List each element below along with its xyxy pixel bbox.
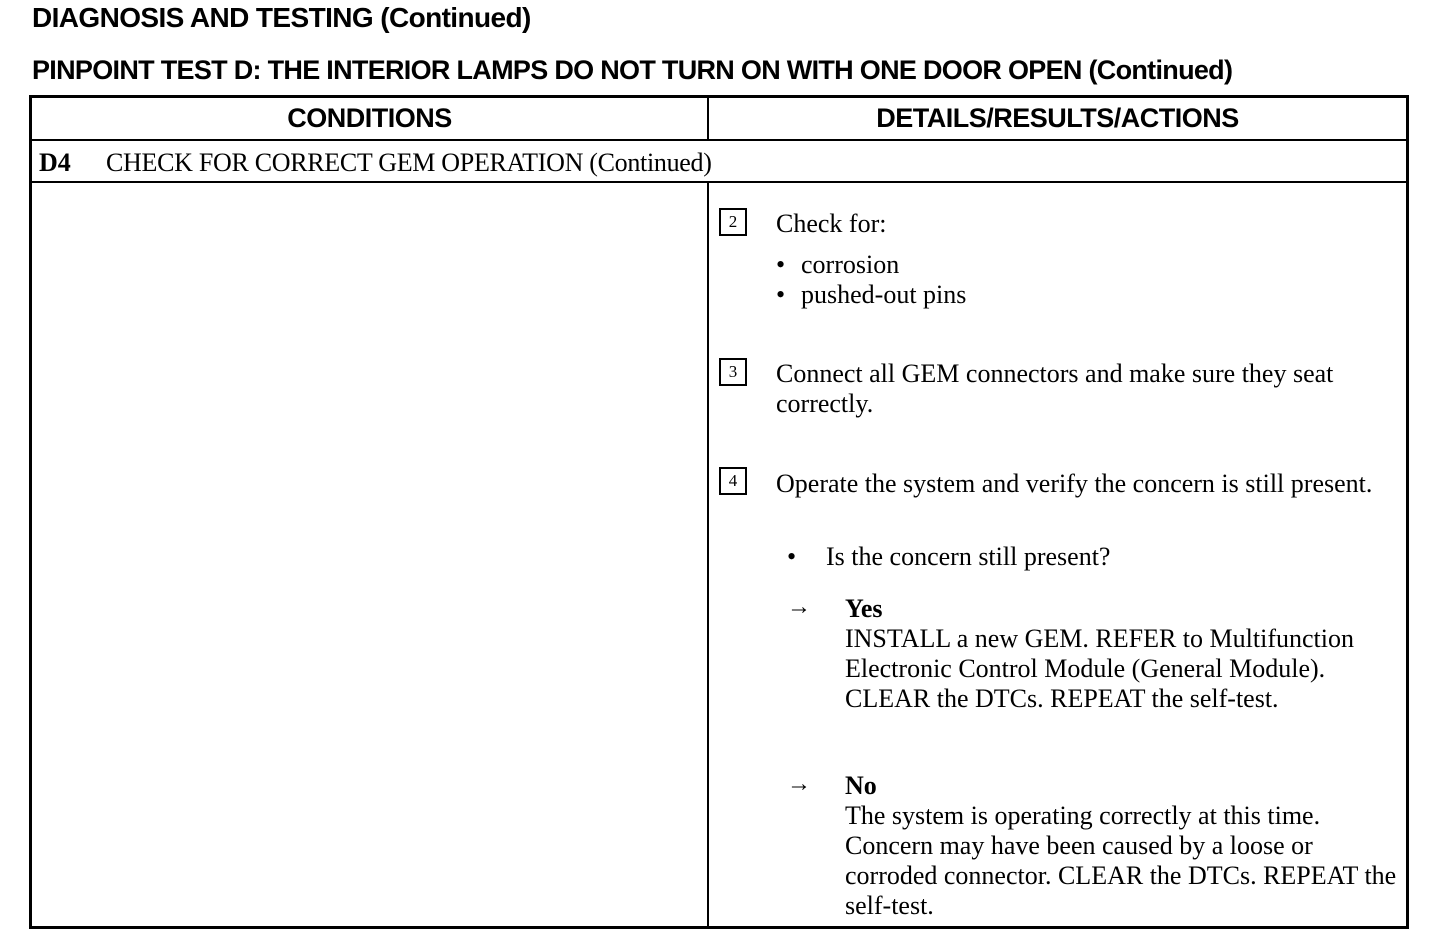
- details-header: DETAILS/RESULTS/ACTIONS: [876, 103, 1239, 133]
- conditions-header: CONDITIONS: [287, 103, 452, 133]
- arrow-right-icon: →: [787, 594, 811, 620]
- question: • Is the concern still present?: [787, 542, 1111, 571]
- answer-text: The system is operating correctly at this time. Concern may have been caused by a loose or corroded connector. CLEAR the DTCs. REPEAT the self-test.: [845, 801, 1397, 920]
- step-id: D4: [39, 148, 71, 177]
- answer-label: Yes: [845, 594, 883, 623]
- answer-text: INSTALL a new GEM. REFER to Multifunction Electronic Control Module (General Module). CLEAR the DTCs. REPEAT the self-test.: [845, 624, 1354, 713]
- step-instruction: Check for:: [776, 209, 887, 238]
- step-title: CHECK FOR CORRECT GEM OPERATION (Continued): [106, 148, 712, 177]
- table-header-row: [32, 98, 1406, 141]
- step-number-box: 3: [719, 358, 747, 386]
- question-text: Is the concern still present?: [826, 542, 1111, 571]
- bullet-list: [776, 250, 966, 310]
- step-row: [32, 141, 1406, 183]
- step-instruction: Operate the system and verify the concern is still present.: [776, 469, 1373, 498]
- answer-yes: [845, 594, 1395, 714]
- list-item-text: pushed-out pins: [801, 280, 967, 309]
- list-item: • corrosion: [776, 250, 900, 279]
- answer-no: [845, 771, 1405, 921]
- step-number-box: 2: [719, 208, 747, 236]
- answer-label: No: [845, 771, 877, 800]
- step-number-box: 4: [719, 467, 747, 495]
- arrow-right-icon: →: [787, 771, 811, 797]
- pinpoint-test-table: [29, 95, 1409, 929]
- details-cell: [709, 183, 1406, 926]
- page-title: DIAGNOSIS AND TESTING (Continued): [32, 2, 531, 33]
- list-item: • pushed-out pins: [776, 280, 967, 309]
- pinpoint-test-title: PINPOINT TEST D: THE INTERIOR LAMPS DO NOT TURN ON WITH ONE DOOR OPEN (Continued): [32, 55, 1233, 85]
- column-divider: [707, 98, 709, 141]
- step-instruction: Connect all GEM connectors and make sure they seat correctly.: [776, 359, 1334, 418]
- list-item-text: corrosion: [801, 250, 900, 279]
